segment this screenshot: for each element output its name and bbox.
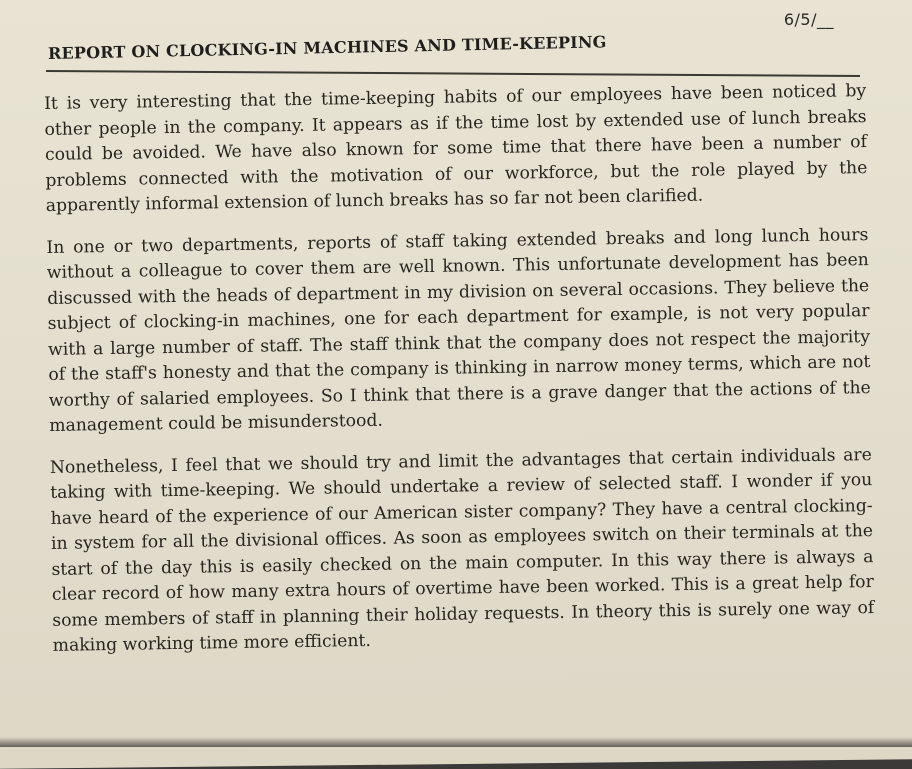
report-body (44, 79, 875, 675)
report-title: REPORT ON CLOCKING-IN MACHINES AND TIME-KEEPING (47, 32, 607, 63)
paragraph-2: In one or two departments, reports of staff taking extended breaks and long lunch hours without a colleague to cover them are well known. This unfortunate development has been discussed with the heads of department in my division on several occasions. They believe the subject of clocking-in machines, one for each department for example, is not very popular with a large number of staff. The staff think that the company does not respect the majority of the staff's honesty and that the company is thinking in narrow money terms, which are not worthy of salaried employees. So I think that there is a grave danger that the actions of the management could be misunderstood. (46, 224, 871, 436)
page-bottom-shadow (0, 737, 912, 747)
paragraph-1: It is very interesting that the time-keeping habits of our employees have been noticed by other people in the company. It appears as if the time lost by extended use of lunch breaks could be avoided. We have also known for some time that there have been a number of problems connected with the motivation of our workforce, but the role played by the apparently informal extension of lunch breaks has so far not been clarified. (44, 81, 868, 216)
paragraph-3: Nonetheless, I feel that we should try and limit the advantages that certain individuals are taking with time-keeping. We should undertake a review of selected staff. I wonder if you have heard of the experience of our American sister company? They have a central clocking-in system for all the divisional offices. As soon as employees switch on their terminals at the start of the day this is easily checked on the main computer. In this way there is always a clear record of how many extra hours of overtime have been worked. This is a great help for some members of staff in planning their holiday requests. In theory this is surely one way of making working time more efficient. (49, 444, 875, 656)
page-number: 6/5/__ (783, 10, 834, 29)
